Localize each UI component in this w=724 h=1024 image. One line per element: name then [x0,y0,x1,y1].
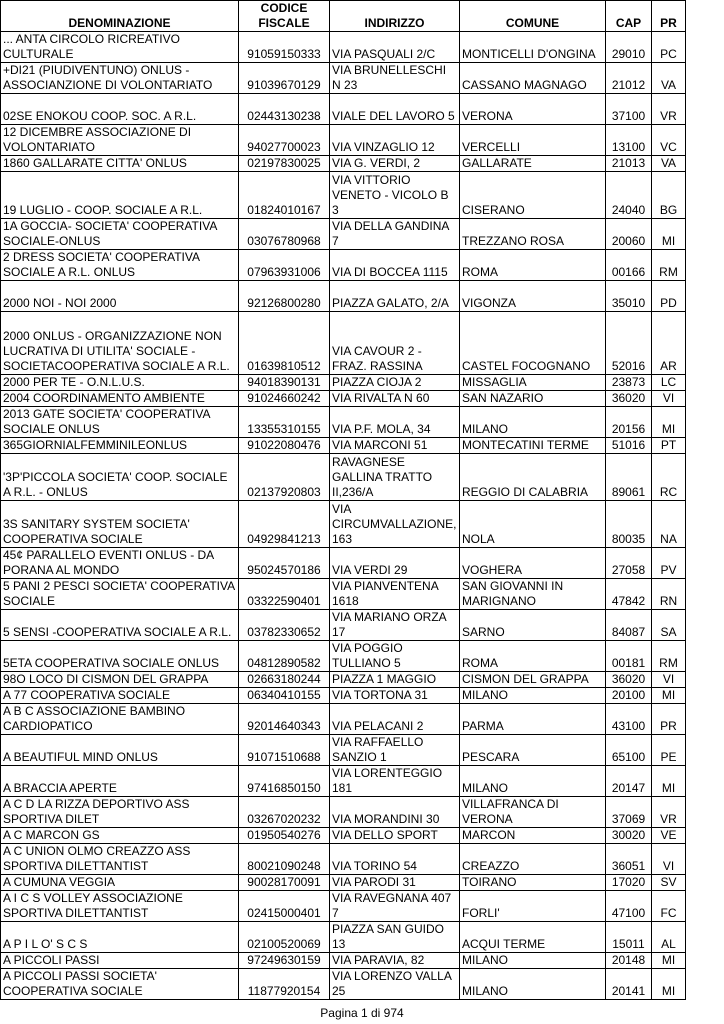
cell-codice-fiscale: 02415000401 [239,891,330,922]
cell-provincia: MI [652,953,686,969]
cell-indirizzo: VIA CAVOUR 2 - FRAZ. RASSINA [330,312,460,375]
table-row [1,438,686,454]
cell-provincia: VI [652,391,686,407]
table-row [1,375,686,391]
cell-indirizzo: VIA BRUNELLESCHI N 23 [330,63,460,94]
cell-denominazione: ... ANTA CIRCOLO RICREATIVO CULTURALE [1,32,239,63]
cell-comune: VIGONZA [460,281,606,312]
cell-comune: SAN GIOVANNI IN MARIGNANO [460,579,606,610]
cell-indirizzo: VIA TORTONA 31 [330,688,460,704]
cell-comune: MISSAGLIA [460,375,606,391]
cell-cap: 20141 [606,969,652,1000]
cell-codice-fiscale: 92126800280 [239,281,330,312]
cell-cap: 20147 [606,766,652,797]
cell-comune: CASTEL FOCOGNANO [460,312,606,375]
cell-denominazione: 2000 PER TE - O.N.L.U.S. [1,375,239,391]
cell-codice-fiscale: 02137920803 [239,454,330,501]
cell-denominazione: 19 LUGLIO - COOP. SOCIALE A R.L. [1,172,239,219]
cell-denominazione: 2000 ONLUS - ORGANIZZAZIONE NON LUCRATIVA DI UTILITA' SOCIALE - SOCIETACOOPERATIVA SOCIALE A R.L. [1,312,239,375]
cell-codice-fiscale: 92014640343 [239,704,330,735]
table-row [1,391,686,407]
cell-provincia: PD [652,281,686,312]
cell-indirizzo: PIAZZA GALATO, 2/A [330,281,460,312]
table-row [1,953,686,969]
cell-comune: TOIRANO [460,875,606,891]
cell-comune: CASSANO MAGNAGO [460,63,606,94]
cell-cap: 80035 [606,501,652,548]
cell-indirizzo: VIA DI BOCCEA 1115 [330,250,460,281]
cell-cap: 13100 [606,125,652,156]
cell-codice-fiscale: 11877920154 [239,969,330,1000]
table-row [1,63,686,94]
cell-provincia: RN [652,579,686,610]
table-row [1,641,686,672]
cell-cap: 36051 [606,844,652,875]
cell-codice-fiscale: 94018390131 [239,375,330,391]
cell-codice-fiscale: 80021090248 [239,844,330,875]
cell-indirizzo: VIA MARIANO ORZA 17 [330,610,460,641]
cell-indirizzo: PIAZZA SAN GUIDO 13 [330,922,460,953]
cell-cap: 43100 [606,704,652,735]
header-indirizzo: INDIRIZZO [330,1,460,32]
cell-denominazione: 2 DRESS SOCIETA' COOPERATIVA SOCIALE A R.L. ONLUS [1,250,239,281]
cell-comune: TREZZANO ROSA [460,219,606,250]
cell-denominazione: A I C S VOLLEY ASSOCIAZIONE SPORTIVA DILETTANTIST [1,891,239,922]
header-codice-fiscale: CODICE FISCALE [239,1,330,32]
table-row [1,735,686,766]
cell-cap: 17020 [606,875,652,891]
table-row [1,125,686,156]
cell-denominazione: 12 DICEMBRE ASSOCIAZIONE DI VOLONTARIATO [1,125,239,156]
table-row [1,704,686,735]
cell-comune: CREAZZO [460,844,606,875]
cell-comune: ROMA [460,250,606,281]
cell-indirizzo: VIALE DEL LAVORO 5 [330,94,460,125]
cell-denominazione: 02SE ENOKOU COOP. SOC. A R.L. [1,94,239,125]
cell-comune: SARNO [460,610,606,641]
cell-codice-fiscale: 95024570186 [239,548,330,579]
cell-comune: CISERANO [460,172,606,219]
cell-indirizzo: VIA VINZAGLIO 12 [330,125,460,156]
cell-codice-fiscale: 02100520069 [239,922,330,953]
cell-indirizzo: VIA VITTORIO VENETO - VICOLO B 3 [330,172,460,219]
cell-cap: 37069 [606,797,652,828]
table-row [1,501,686,548]
cell-provincia: LC [652,375,686,391]
cell-provincia: MI [652,688,686,704]
cell-denominazione: A CUMUNA VEGGIA [1,875,239,891]
cell-cap: 47100 [606,891,652,922]
cell-denominazione: A PICCOLI PASSI [1,953,239,969]
cell-cap: 36020 [606,391,652,407]
table-row [1,610,686,641]
cell-cap: 15011 [606,922,652,953]
table-row [1,407,686,438]
cell-cap: 47842 [606,579,652,610]
cell-comune: CISMON DEL GRAPPA [460,672,606,688]
cell-indirizzo: VIA RIVALTA N 60 [330,391,460,407]
cell-cap: 29010 [606,32,652,63]
cell-comune: MILANO [460,688,606,704]
header-comune: COMUNE [460,1,606,32]
cell-provincia: VR [652,94,686,125]
cell-provincia: PC [652,32,686,63]
header-pr: PR [652,1,686,32]
cell-provincia: FC [652,891,686,922]
cell-cap: 51016 [606,438,652,454]
cell-provincia: RM [652,641,686,672]
cell-comune: FORLI' [460,891,606,922]
cell-provincia: MI [652,766,686,797]
cell-denominazione: 2013 GATE SOCIETA' COOPERATIVA SOCIALE ONLUS [1,407,239,438]
cell-provincia: PE [652,735,686,766]
cell-codice-fiscale: 97249630159 [239,953,330,969]
cell-comune: MONTECATINI TERME [460,438,606,454]
cell-codice-fiscale: 01639810512 [239,312,330,375]
table-row [1,688,686,704]
cell-indirizzo: VIA TORINO 54 [330,844,460,875]
cell-comune: NOLA [460,501,606,548]
cell-indirizzo: VIA PIANVENTENA 1618 [330,579,460,610]
cell-comune: MARCON [460,828,606,844]
cell-indirizzo: VIA MARCONI 51 [330,438,460,454]
cell-codice-fiscale: 03322590401 [239,579,330,610]
cell-indirizzo: VIA DELLO SPORT [330,828,460,844]
cell-comune: VOGHERA [460,548,606,579]
cell-codice-fiscale: 03782330652 [239,610,330,641]
cell-indirizzo: VIA MORANDINI 30 [330,797,460,828]
page-number: Pagina 1 di 974 [320,1006,404,1020]
cell-cap: 52016 [606,312,652,375]
cell-indirizzo: VIA G. VERDI, 2 [330,156,460,172]
table-row [1,828,686,844]
cell-cap: 23873 [606,375,652,391]
cell-cap: 24040 [606,172,652,219]
cell-comune: ROMA [460,641,606,672]
cell-comune: PARMA [460,704,606,735]
cell-denominazione: +DI21 (PIUDIVENTUNO) ONLUS - ASSOCIANZIONE DI VOLONTARIATO [1,63,239,94]
cell-provincia: PT [652,438,686,454]
table-row [1,172,686,219]
cell-codice-fiscale: 04812890582 [239,641,330,672]
table-row [1,312,686,375]
cell-denominazione: A C UNION OLMO CREAZZO ASS SPORTIVA DILETTANTIST [1,844,239,875]
cell-cap: 84087 [606,610,652,641]
cell-cap: 35010 [606,281,652,312]
cell-denominazione: A PICCOLI PASSI SOCIETA' COOPERATIVA SOCIALE [1,969,239,1000]
cell-cap: 21013 [606,156,652,172]
cell-codice-fiscale: 03267020232 [239,797,330,828]
cell-codice-fiscale: 01824010167 [239,172,330,219]
cell-denominazione: 2004 COORDINAMENTO AMBIENTE [1,391,239,407]
cell-indirizzo: VIA PELACANI 2 [330,704,460,735]
cell-provincia: VA [652,156,686,172]
cell-codice-fiscale: 91071510688 [239,735,330,766]
cell-provincia: VI [652,672,686,688]
cell-denominazione: 365GIORNIALFEMMINILEONLUS [1,438,239,454]
cell-denominazione: 98O LOCO DI CISMON DEL GRAPPA [1,672,239,688]
table-row [1,548,686,579]
header-cap: CAP [606,1,652,32]
cell-indirizzo: PIAZZA CIOJA 2 [330,375,460,391]
cell-indirizzo: VIA RAVEGNANA 407 7 [330,891,460,922]
table-row [1,454,686,501]
cell-codice-fiscale: 94027700023 [239,125,330,156]
cell-indirizzo: VIA LORENTEGGIO 181 [330,766,460,797]
cell-provincia: MI [652,219,686,250]
table-row [1,250,686,281]
cell-comune: REGGIO DI CALABRIA [460,454,606,501]
cell-comune: SAN NAZARIO [460,391,606,407]
cell-denominazione: A P I L O' S C S [1,922,239,953]
cell-provincia: AL [652,922,686,953]
cell-provincia: VA [652,63,686,94]
table-row [1,672,686,688]
cell-provincia: NA [652,501,686,548]
cell-indirizzo: VIA VERDI 29 [330,548,460,579]
cell-denominazione: '3P'PICCOLA SOCIETA' COOP. SOCIALE A R.L. - ONLUS [1,454,239,501]
table-row [1,579,686,610]
cell-denominazione: A B C ASSOCIAZIONE BAMBINO CARDIOPATICO [1,704,239,735]
cell-codice-fiscale: 02197830025 [239,156,330,172]
cell-indirizzo: PIAZZA 1 MAGGIO [330,672,460,688]
cell-comune: MILANO [460,953,606,969]
table-header-row [1,1,686,32]
cell-codice-fiscale: 13355310155 [239,407,330,438]
cell-provincia: AR [652,312,686,375]
cell-provincia: RM [652,250,686,281]
cell-indirizzo: VIA POGGIO TULLIANO 5 [330,641,460,672]
cell-cap: 30020 [606,828,652,844]
table-row [1,969,686,1000]
cell-cap: 89061 [606,454,652,501]
table-row [1,32,686,63]
cell-indirizzo: VIA RAFFAELLO SANZIO 1 [330,735,460,766]
cell-denominazione: A C D LA RIZZA DEPORTIVO ASS SPORTIVA DILET [1,797,239,828]
cell-comune: VERONA [460,94,606,125]
cell-provincia: PV [652,548,686,579]
cell-indirizzo: VIA DELLA GANDINA 7 [330,219,460,250]
cell-provincia: VR [652,797,686,828]
table-row [1,922,686,953]
cell-codice-fiscale: 91022080476 [239,438,330,454]
cell-indirizzo: VIA CIRCUMVALLAZIONE, 163 [330,501,460,548]
cell-provincia: SV [652,875,686,891]
cell-denominazione: 5 SENSI -COOPERATIVA SOCIALE A R.L. [1,610,239,641]
cell-denominazione: 5 PANI 2 PESCI SOCIETA' COOPERATIVA SOCIALE [1,579,239,610]
table-body [1,32,686,1000]
cell-indirizzo: VIA PASQUALI 2/C [330,32,460,63]
cell-cap: 00166 [606,250,652,281]
cell-cap: 20148 [606,953,652,969]
cell-denominazione: A C MARCON GS [1,828,239,844]
cell-provincia: MI [652,407,686,438]
cell-indirizzo: VIA PARAVIA, 82 [330,953,460,969]
table-row [1,94,686,125]
cell-comune: MONTICELLI D'ONGINA [460,32,606,63]
cell-indirizzo: VIA P.F. MOLA, 34 [330,407,460,438]
cell-comune: MILANO [460,969,606,1000]
cell-provincia: BG [652,172,686,219]
cell-provincia: VI [652,844,686,875]
cell-cap: 65100 [606,735,652,766]
cell-codice-fiscale: 97416850150 [239,766,330,797]
cell-codice-fiscale: 06340410155 [239,688,330,704]
table-row [1,766,686,797]
cell-denominazione: A BEAUTIFUL MIND ONLUS [1,735,239,766]
table-row [1,219,686,250]
cell-provincia: MI [652,969,686,1000]
cell-provincia: VE [652,828,686,844]
cell-codice-fiscale: 01950540276 [239,828,330,844]
cell-comune: VERCELLI [460,125,606,156]
cell-cap: 21012 [606,63,652,94]
table-row [1,281,686,312]
cell-denominazione: 45¢ PARALLELO EVENTI ONLUS - DA PORANA AL MONDO [1,548,239,579]
cell-denominazione: 3S SANITARY SYSTEM SOCIETA' COOPERATIVA SOCIALE [1,501,239,548]
table-row [1,891,686,922]
cell-provincia: RC [652,454,686,501]
cell-cap: 27058 [606,548,652,579]
table-row [1,875,686,891]
cell-indirizzo: VIA LORENZO VALLA 25 [330,969,460,1000]
cell-comune: MILANO [460,407,606,438]
cell-indirizzo: RAVAGNESE GALLINA TRATTO II,236/A [330,454,460,501]
cell-indirizzo: VIA PARODI 31 [330,875,460,891]
cell-denominazione: 1860 GALLARATE CITTA' ONLUS [1,156,239,172]
cell-denominazione: 5ETA COOPERATIVA SOCIALE ONLUS [1,641,239,672]
cell-codice-fiscale: 91024660242 [239,391,330,407]
cell-denominazione: A BRACCIA APERTE [1,766,239,797]
table-row [1,156,686,172]
cell-comune: GALLARATE [460,156,606,172]
cell-provincia: VC [652,125,686,156]
cell-provincia: PR [652,704,686,735]
header-denominazione: DENOMINAZIONE [1,1,239,32]
cell-codice-fiscale: 07963931006 [239,250,330,281]
cell-cap: 20060 [606,219,652,250]
cell-provincia: SA [652,610,686,641]
cell-codice-fiscale: 03076780968 [239,219,330,250]
cell-codice-fiscale: 90028170091 [239,875,330,891]
table-row [1,797,686,828]
table-row [1,844,686,875]
cell-comune: MILANO [460,766,606,797]
cell-cap: 37100 [606,94,652,125]
cell-comune: VILLAFRANCA DI VERONA [460,797,606,828]
cell-comune: PESCARA [460,735,606,766]
cell-codice-fiscale: 02443130238 [239,94,330,125]
cell-codice-fiscale: 04929841213 [239,501,330,548]
cell-cap: 36020 [606,672,652,688]
cell-denominazione: A 77 COOPERATIVA SOCIALE [1,688,239,704]
cell-denominazione: 1A GOCCIA- SOCIETA' COOPERATIVA SOCIALE-ONLUS [1,219,239,250]
cell-cap: 20100 [606,688,652,704]
cell-comune: ACQUI TERME [460,922,606,953]
cell-codice-fiscale: 02663180244 [239,672,330,688]
cell-codice-fiscale: 91059150333 [239,32,330,63]
cell-codice-fiscale: 91039670129 [239,63,330,94]
cell-cap: 00181 [606,641,652,672]
cell-denominazione: 2000 NOI - NOI 2000 [1,281,239,312]
cell-cap: 20156 [606,407,652,438]
